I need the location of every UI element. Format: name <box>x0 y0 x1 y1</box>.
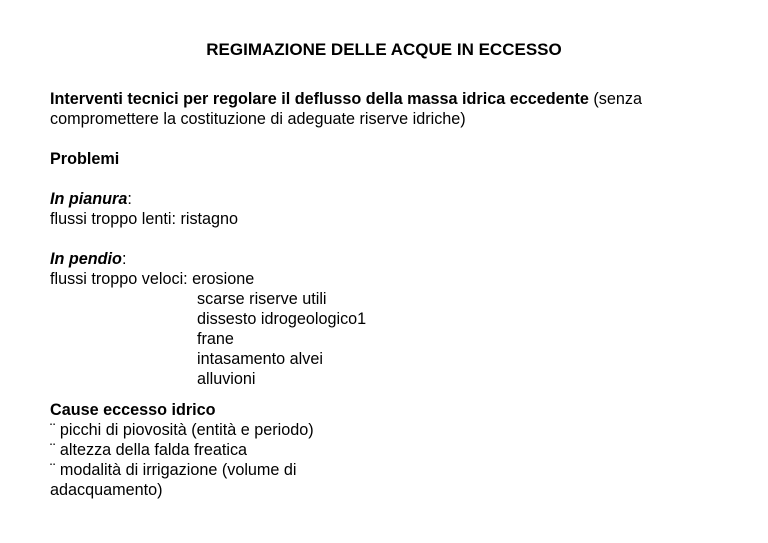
pendio-item: intasamento alvei <box>197 350 323 368</box>
pianura-section <box>50 189 238 229</box>
page-title: REGIMAZIONE DELLE ACQUE IN ECCESSO <box>206 40 562 59</box>
pendio-section <box>50 249 366 389</box>
pendio-item: alluvioni <box>197 370 256 388</box>
pendio-first-line: flussi troppo veloci: erosione <box>50 270 255 288</box>
cause-item: ¨ picchi di piovosità (entità e periodo) <box>50 421 314 439</box>
pendio-heading-line <box>50 249 366 269</box>
pendio-item: dissesto idrogeologico1 <box>197 310 367 328</box>
pianura-heading-line <box>50 189 238 209</box>
intro-bold-text: Interventi tecnici per regolare il deflusso della massa idrica eccedente <box>50 90 589 108</box>
pendio-colon: : <box>121 250 127 268</box>
pianura-text: flussi troppo lenti: ristagno <box>50 210 239 228</box>
cause-section <box>50 400 314 500</box>
cause-item: ¨ altezza della falda freatica <box>50 441 248 459</box>
problemi-heading: Problemi <box>50 150 120 168</box>
cause-heading: Cause eccesso idrico <box>50 401 216 419</box>
pianura-heading: In pianura <box>50 190 128 208</box>
pianura-colon: : <box>127 190 132 208</box>
intro-paragraph <box>50 89 642 129</box>
cause-item: ¨ modalità di irrigazione (volume di <box>50 461 297 479</box>
pendio-heading: In pendio <box>50 250 122 268</box>
intro-normal-text: (senza <box>588 90 642 108</box>
pendio-item: frane <box>197 330 234 348</box>
intro-line-2: compromettere la costituzione di adeguate riserve idriche) <box>50 110 466 128</box>
pendio-item: scarse riserve utili <box>197 290 327 308</box>
intro-line-1 <box>50 89 642 109</box>
cause-item: adacquamento) <box>50 481 163 499</box>
